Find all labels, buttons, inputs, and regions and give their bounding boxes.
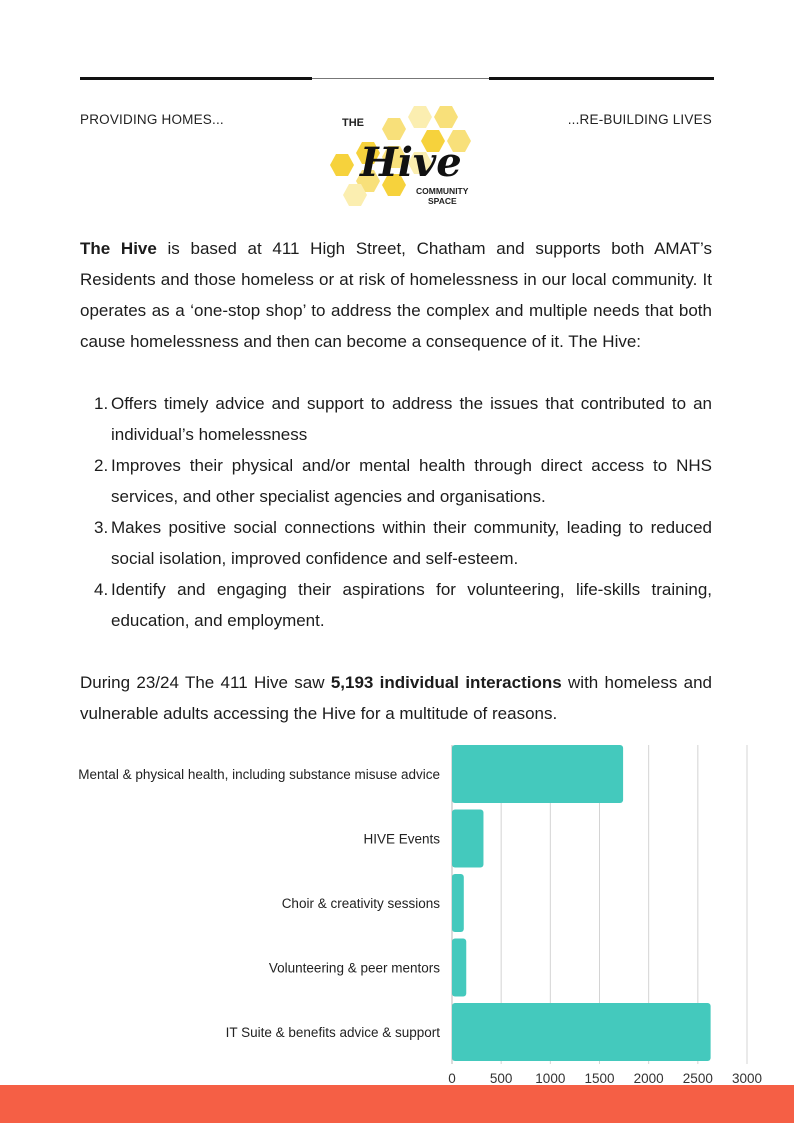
list-item-number: 3. <box>94 518 109 537</box>
list-item-number: 4. <box>94 580 109 599</box>
stats-suffix: with homeless and vulnerable adults accessing the Hive for a multitude of reasons. <box>80 673 712 723</box>
chart-x-tick-label: 2500 <box>682 1071 713 1085</box>
chart-x-tick-label: 500 <box>489 1071 513 1085</box>
stats-prefix: During 23/24 The 411 Hive saw <box>80 673 331 692</box>
chart-bar <box>452 745 623 803</box>
header-rule-right <box>489 77 714 80</box>
stats-paragraph <box>80 667 712 729</box>
list-item-text: Offers timely advice and support to address the issues that contributed to an individual’s homelessness <box>111 394 712 444</box>
intro-paragraph <box>80 233 712 357</box>
intro-name: The Hive <box>80 239 157 258</box>
chart-category-label: Volunteering & peer mentors <box>268 960 440 976</box>
chart-bar <box>452 810 483 868</box>
list-item <box>80 574 712 636</box>
chart-category-label: Choir & creativity sessions <box>281 896 440 911</box>
logo-community-text: COMMUNITY <box>416 186 469 196</box>
list-item-text: Identify and engaging their aspirations for volunteering, life-skills training, education, and employment. <box>111 580 712 630</box>
chart-x-tick-label: 1000 <box>535 1071 566 1085</box>
header-rule-left <box>80 77 312 80</box>
chart-category-labels <box>78 767 440 1040</box>
chart-bar <box>452 939 466 997</box>
stats-highlight: 5,193 individual interactions <box>330 673 562 692</box>
chart-x-tick-label: 3000 <box>731 1071 763 1085</box>
list-item-text: Improves their physical and/or mental health through direct access to NHS services, and other specialist agencies and organisations. <box>111 456 712 506</box>
chart-category-label: Mental & physical health, including substance misuse advice <box>78 767 440 782</box>
chart-category-label: HIVE Events <box>363 831 440 847</box>
chart-category-label: IT Suite & benefits advice & support <box>225 1025 440 1040</box>
intro-text: is based at 411 High Street, Chatham and supports both AMAT’s Residents and those homeless or at risk of homelessness in our local community. It operates as a ‘one-stop shop’ to address the complex and multiple needs that both cause homelessness and then can become a consequence of it. The Hive: <box>80 239 712 351</box>
chart-bar <box>452 874 464 932</box>
list-item-text: Makes positive social connections within their community, leading to reduced social isolation, improved confidence and self-esteem. <box>111 518 712 568</box>
hive-logo <box>322 100 482 215</box>
list-item <box>80 450 712 512</box>
chart-x-tick-labels <box>448 1071 762 1085</box>
chart-x-tick-label: 1500 <box>584 1071 615 1085</box>
chart-x-tick-label: 0 <box>448 1071 456 1085</box>
needs-list <box>80 388 712 636</box>
chart-bars <box>452 745 711 1061</box>
tagline-right: ...RE-BUILDING LIVES <box>567 112 712 127</box>
list-item <box>80 388 712 450</box>
list-item-number: 1. <box>94 394 109 413</box>
header-rule-center <box>312 78 489 79</box>
footer-band <box>0 1085 794 1123</box>
interactions-bar-chart <box>0 735 794 1085</box>
logo-space-text: SPACE <box>428 196 457 206</box>
chart-x-tick-label: 2000 <box>633 1071 664 1085</box>
list-item <box>80 512 712 574</box>
tagline-left: PROVIDING HOMES... <box>80 112 224 127</box>
list-item-number: 2. <box>94 456 109 475</box>
chart-bar <box>452 1003 711 1061</box>
logo-hive-text: Hive <box>360 139 462 186</box>
logo-the-text: THE <box>342 117 364 129</box>
